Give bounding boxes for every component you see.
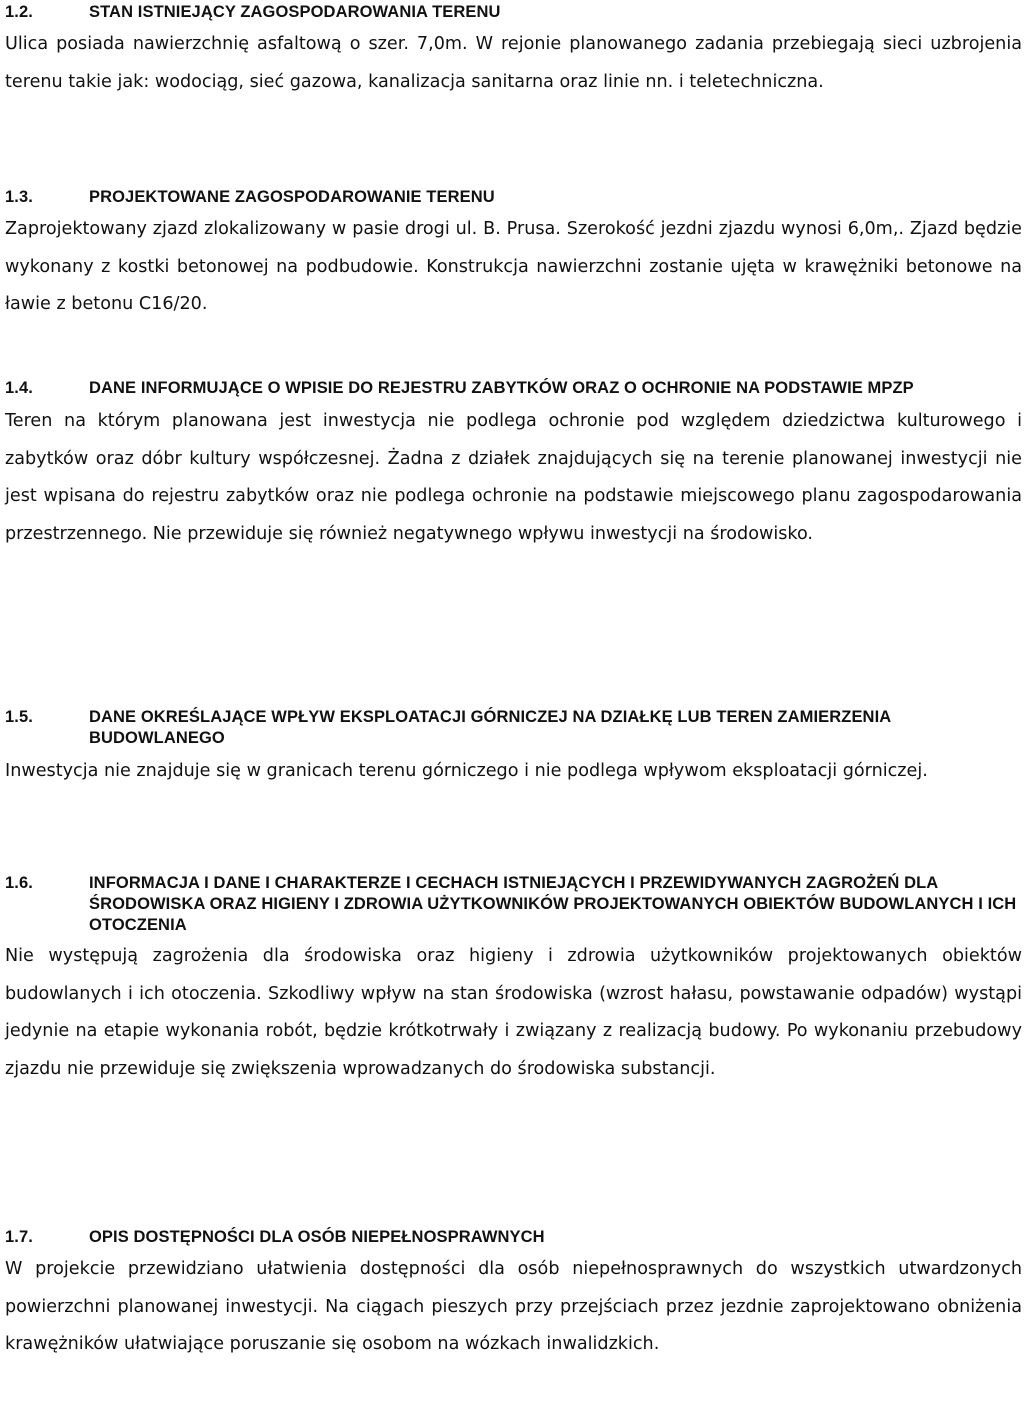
section-1-6: [0, 873, 1024, 1088]
section-title: DANE OKREŚLAJĄCE WPŁYW EKSPLOATACJI GÓRNICZEJ NA DZIAŁKĘ LUB TEREN ZAMIERZENIA BUDOWLANEGO: [89, 708, 891, 747]
section-1-2: [0, 2, 1024, 101]
section-title: STAN ISTNIEJĄCY ZAGOSPODAROWANIA TERENU: [89, 3, 501, 21]
section-number: 1.3.: [5, 188, 33, 206]
section-text: Teren na którym planowana jest inwestycja nie podlega ochronie pod względem dziedzictwa kulturowego i zabytków oraz dóbr kultury współczesnej. Żadna z działek znajdujących się na terenie planowanej inwestycji nie jest wpisana do rejestru zabytków oraz nie podlega ochronie na podstawie miejscowego planu zagospodarowania przestrzennego. Nie przewiduje się również negatywnego wpływu inwestycji na środowisko.: [5, 411, 1022, 544]
section-text: Zaprojektowany zjazd zlokalizowany w pasie drogi ul. B. Prusa. Szerokość jezdni zjazdu wynosi 6,0m,. Zjazd będzie wykonany z kostki betonowej na podbudowie. Konstrukcja nawierzchni zostanie ujęta w krawężniki betonowe na ławie z betonu C16/20.: [5, 219, 1022, 315]
section-title: PROJEKTOWANE ZAGOSPODAROWANIE TERENU: [89, 188, 495, 206]
section-title: INFORMACJA I DANE I CHARAKTERZE I CECHACH ISTNIEJĄCYCH I PRZEWIDYWANYCH ZAGROŻEŃ DLA ŚRODOWISKA ORAZ HIGIENY I ZDROWIA UŻYTKOWNIKÓW PROJEKTOWANYCH OBIEKTÓW BUDOWLANYCH I ICH OTOCZENIA: [89, 874, 1017, 934]
section-text: Nie występują zagrożenia dla środowiska oraz higieny i zdrowia użytkowników projektowanych obiektów budowlanych i ich otoczenia. Szkodliwy wpływ na stan środowiska (wzrost hałasu, powstawanie odpadów) wystąpi jedynie na etapie wykonania robót, będzie krótkotrwały i związany z realizacją budowy. Po wykonaniu przebudowy zjazdu nie przewiduje się zwiększenia wprowadzanych do środowiska substancji.: [5, 946, 1022, 1079]
section-heading: [0, 378, 1024, 399]
section-heading: [0, 873, 1024, 936]
section-number: 1.7.: [5, 1228, 33, 1246]
section-text: Ulica posiada nawierzchnię asfaltową o szer. 7,0m. W rejonie planowanego zadania przebiegają sieci uzbrojenia terenu takie jak: wodociąg, sieć gazowa, kanalizacja sanitarna oraz linie nn. i teletechniczna.: [5, 34, 1022, 92]
section-1-4: [0, 378, 1024, 553]
section-heading: [0, 2, 1024, 23]
section-heading: [0, 707, 1024, 749]
section-heading: [0, 187, 1024, 208]
section-title: OPIS DOSTĘPNOŚCI DLA OSÓB NIEPEŁNOSPRAWNYCH: [89, 1228, 545, 1246]
section-number: 1.4.: [5, 379, 33, 397]
section-text: Inwestycja nie znajduje się w granicach terenu górniczego i nie podlega wpływom eksploatacji górniczej.: [5, 761, 928, 781]
section-number: 1.6.: [5, 874, 33, 892]
section-1-5: [0, 707, 1024, 791]
section-title: DANE INFORMUJĄCE O WPISIE DO REJESTRU ZABYTKÓW ORAZ O OCHRONIE NA PODSTAWIE MPZP: [89, 379, 914, 397]
section-heading: [0, 1227, 1024, 1248]
section-1-7: [0, 1227, 1024, 1364]
section-number: 1.2.: [5, 3, 33, 21]
section-1-3: [0, 187, 1024, 324]
section-text: W projekcie przewidziano ułatwienia dostępności dla osób niepełnosprawnych do wszystkich utwardzonych powierzchni planowanej inwestycji. Na ciągach pieszych przy przejściach przez jezdnie zaprojektowano obniżenia krawężników ułatwiające poruszanie się osobom na wózkach inwalidzkich.: [5, 1259, 1022, 1355]
section-number: 1.5.: [5, 708, 33, 726]
